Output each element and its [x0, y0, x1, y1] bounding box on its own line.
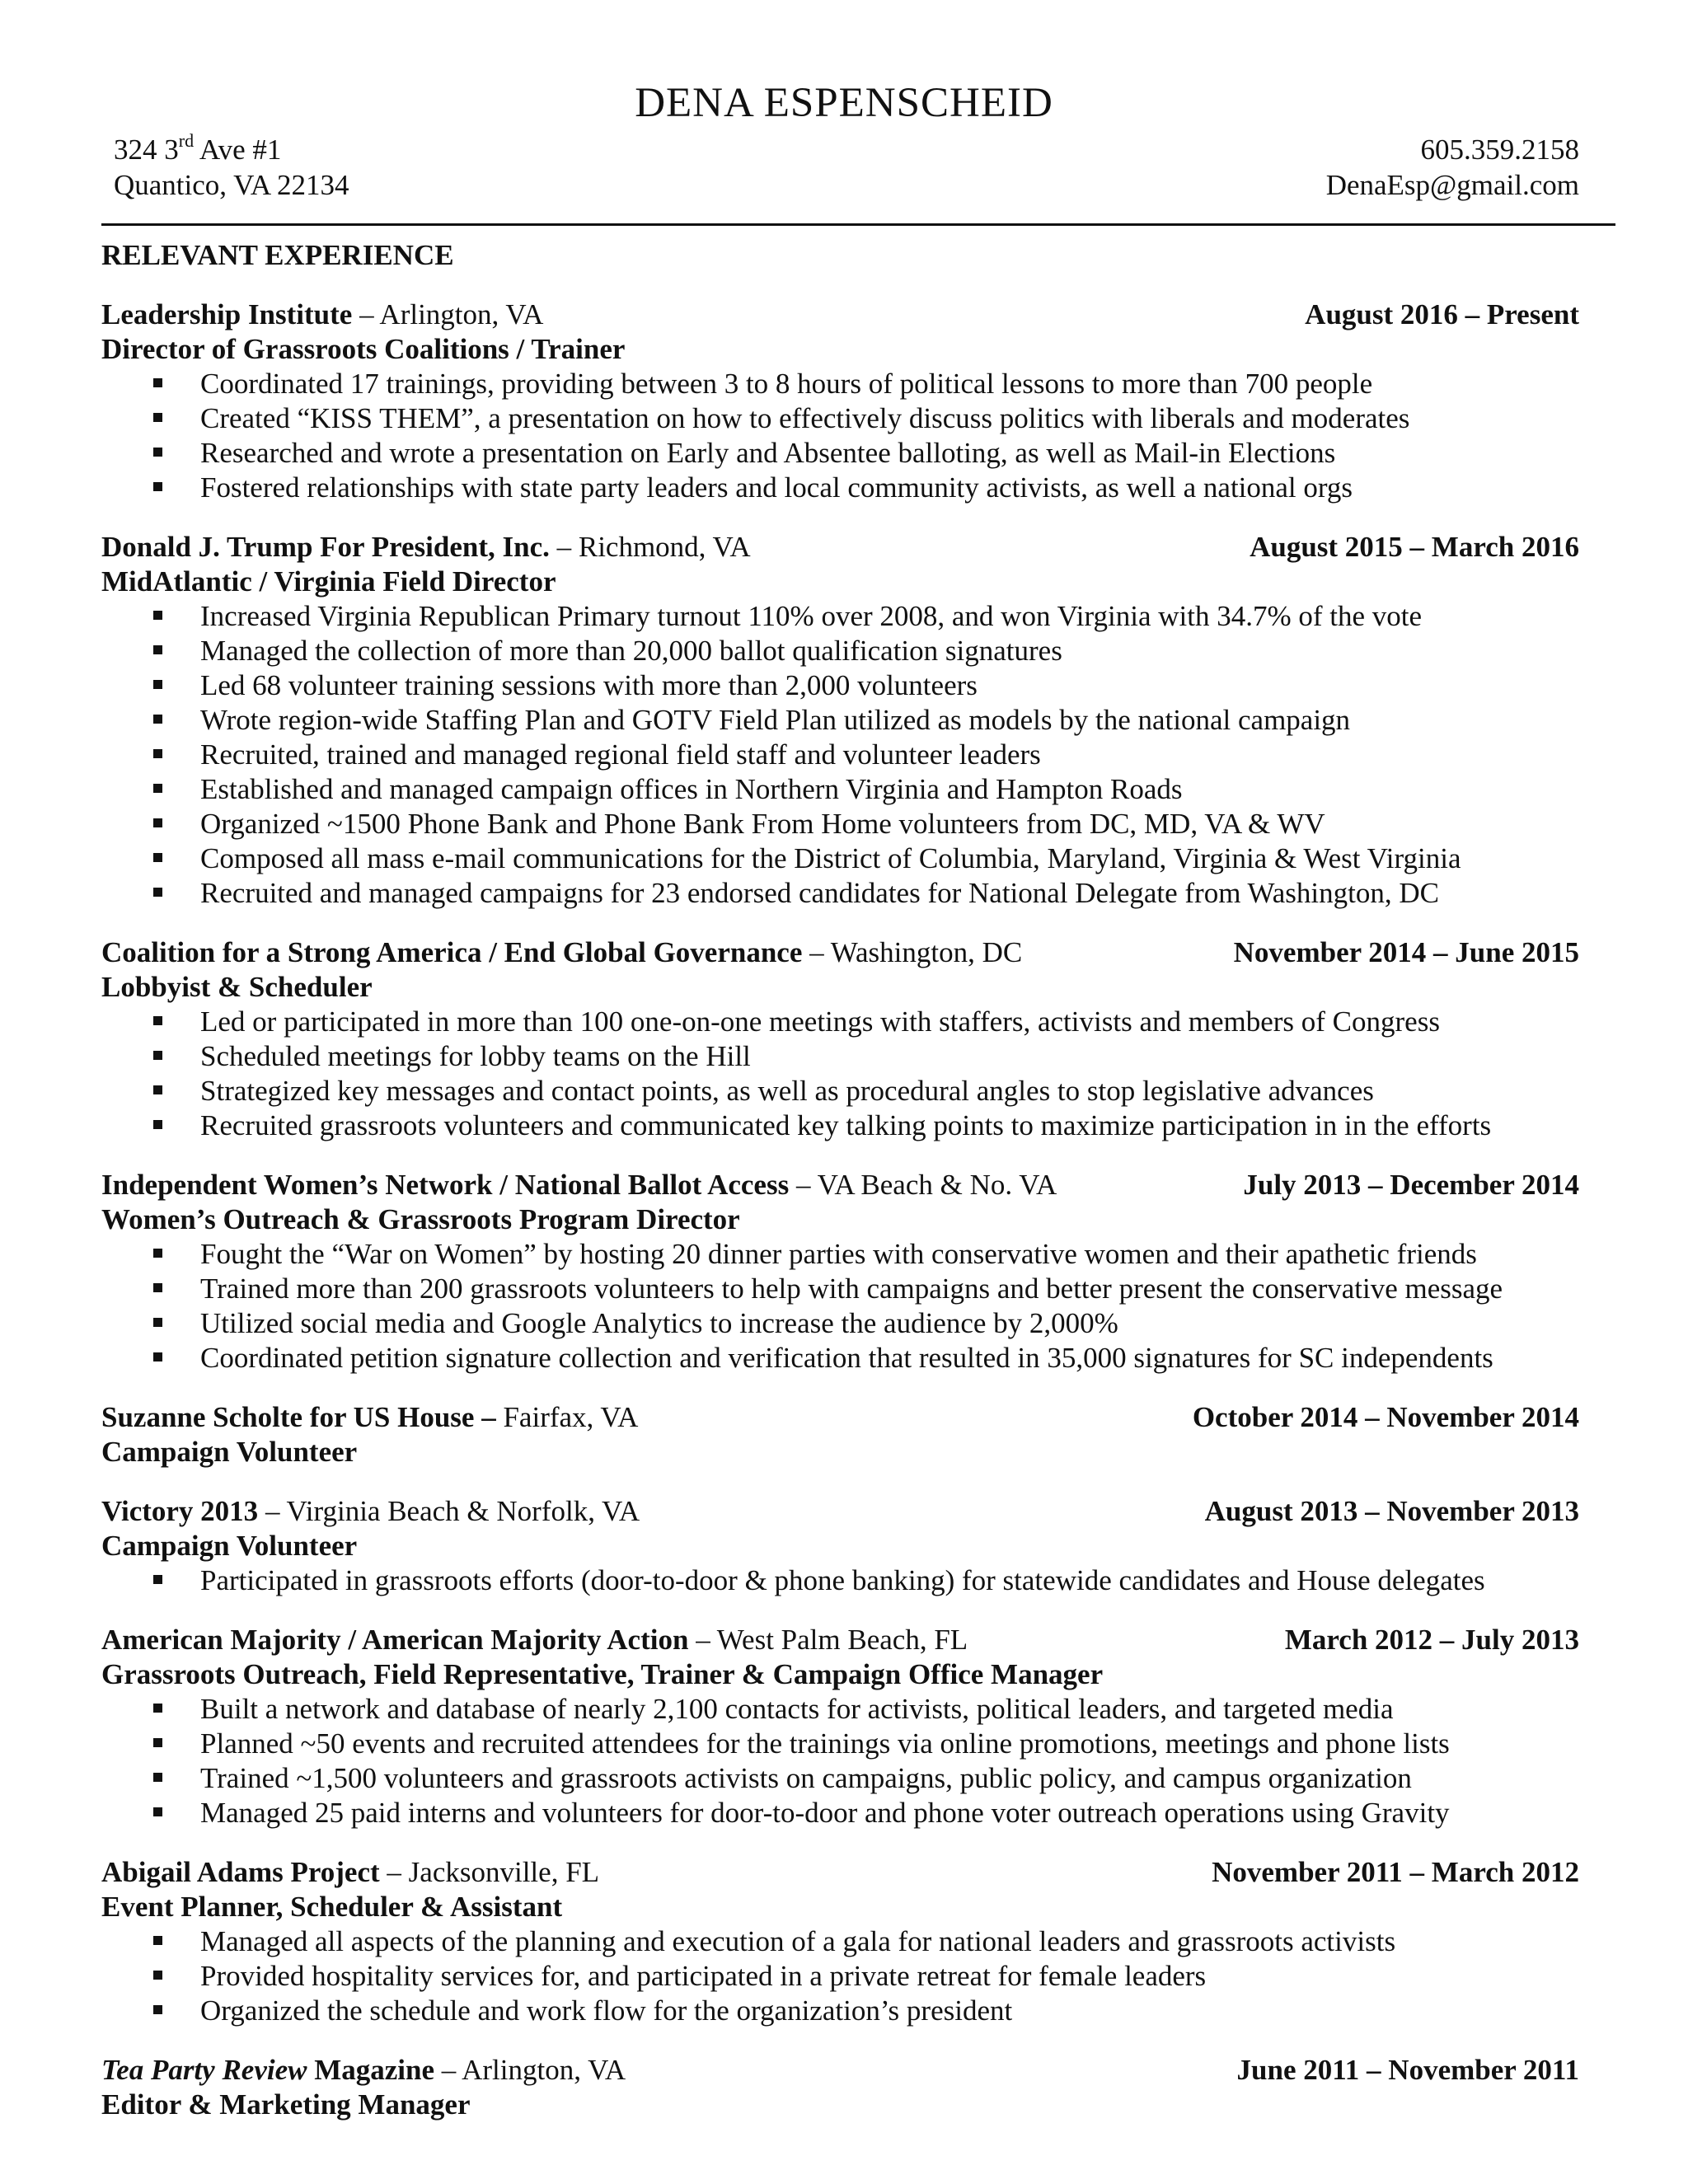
job-location: Fairfax, VA — [495, 1401, 639, 1433]
job-dates: November 2014 – June 2015 — [1233, 936, 1579, 968]
job-role: Editor & Marketing Manager — [101, 2088, 471, 2121]
square-bullet-icon — [153, 1249, 162, 1258]
job-role: Grassroots Outreach, Field Representative, Trainer & Campaign Office Manager — [101, 1658, 1104, 1690]
job-bullet-text: Recruited and managed campaigns for 23 endorsed candidates for National Delegate from Washington, DC — [200, 877, 1440, 909]
square-bullet-icon — [153, 1352, 162, 1361]
header-divider — [101, 223, 1615, 226]
job-bullet-text: Wrote region-wide Staffing Plan and GOTV Field Plan utilized as models by the national campaign — [200, 704, 1351, 736]
job-organization: Abigail Adams Project — [101, 1856, 380, 1888]
job-bullet — [101, 1563, 1579, 1598]
job-bullet — [101, 1924, 1579, 1959]
job-bullet — [101, 703, 1579, 738]
job-entry — [101, 298, 1579, 505]
square-bullet-icon — [153, 378, 162, 387]
address-block — [114, 132, 349, 203]
job-bullet — [101, 841, 1579, 876]
job-entry — [101, 1855, 1579, 2028]
job-bullet — [101, 1272, 1579, 1306]
job-organization: Suzanne Scholte for US House – — [101, 1401, 496, 1433]
job-bullet — [101, 1796, 1579, 1830]
square-bullet-icon — [153, 1283, 162, 1292]
job-organization-title: Tea Party Review — [101, 2054, 307, 2086]
job-bullet — [101, 1959, 1579, 1994]
job-header — [101, 530, 1579, 565]
job-bullet — [101, 668, 1579, 703]
job-bullet — [101, 436, 1579, 471]
job-location: – West Palm Beach, FL — [688, 1624, 968, 1656]
job-entry — [101, 1400, 1579, 1469]
job-role: Event Planner, Scheduler & Assistant — [101, 1891, 563, 1923]
square-bullet-icon — [153, 1738, 162, 1747]
address-line-2: Quantico, VA 22134 — [114, 169, 349, 201]
job-bullet-text: Composed all mass e-mail communications for the District of Columbia, Maryland, Virginia & West Virginia — [200, 842, 1461, 874]
square-bullet-icon — [153, 611, 162, 620]
job-bullet-text: Trained ~1,500 volunteers and grassroots activists on campaigns, public policy, and campus organization — [200, 1762, 1412, 1794]
job-bullet-text: Managed all aspects of the planning and execution of a gala for national leaders and grassroots activists — [200, 1925, 1396, 1957]
job-bullet — [101, 1994, 1579, 2028]
square-bullet-icon — [153, 1936, 162, 1945]
address-street-name: Ave #1 — [194, 134, 282, 166]
job-dates: August 2016 – Present — [1305, 298, 1579, 330]
job-bullet-text: Led 68 volunteer training sessions with more than 2,000 volunteers — [200, 669, 978, 701]
job-bullet — [101, 1237, 1579, 1272]
square-bullet-icon — [153, 784, 162, 793]
job-entry — [101, 1623, 1579, 1830]
job-bullet — [101, 1306, 1579, 1341]
job-header — [101, 1494, 1579, 1529]
job-bullet-text: Fought the “War on Women” by hosting 20 dinner parties with conservative women and their apathetic friends — [200, 1238, 1477, 1270]
job-bullet-text: Increased Virginia Republican Primary turnout 110% over 2008, and won Virginia with 34.7% of the vote — [200, 600, 1423, 632]
job-location: – Arlington, VA — [352, 298, 544, 330]
job-bullet-text: Recruited, trained and managed regional field staff and volunteer leaders — [200, 738, 1041, 771]
job-location: – Virginia Beach & Norfolk, VA — [258, 1495, 640, 1527]
job-bullet — [101, 1692, 1579, 1727]
square-bullet-icon — [153, 1807, 162, 1816]
job-header — [101, 298, 1579, 332]
job-dates: July 2013 – December 2014 — [1243, 1169, 1579, 1201]
square-bullet-icon — [153, 2005, 162, 2014]
job-header — [101, 935, 1579, 970]
job-dates: June 2011 – November 2011 — [1236, 2054, 1579, 2086]
job-bullet — [101, 876, 1579, 911]
job-bullet — [101, 1074, 1579, 1108]
job-entry — [101, 1494, 1579, 1598]
job-bullet-text: Planned ~50 events and recruited attendees for the trainings via online promotions, meetings and phone lists — [200, 1727, 1450, 1760]
job-bullet — [101, 1005, 1579, 1039]
job-bullet-text: Established and managed campaign offices in Northern Virginia and Hampton Roads — [200, 773, 1183, 805]
square-bullet-icon — [153, 1704, 162, 1713]
job-role: MidAtlantic / Virginia Field Director — [101, 565, 556, 598]
job-organization: American Majority / American Majority Action — [101, 1624, 689, 1656]
job-bullet — [101, 599, 1579, 634]
job-bullet-text: Utilized social media and Google Analytics to increase the audience by 2,000% — [200, 1307, 1118, 1339]
job-entry — [101, 2053, 1579, 2122]
job-location: – Arlington, VA — [434, 2054, 626, 2086]
job-bullet-list — [101, 1005, 1579, 1143]
section-title: RELEVANT EXPERIENCE — [101, 239, 454, 271]
square-bullet-icon — [153, 1085, 162, 1094]
square-bullet-icon — [153, 1318, 162, 1327]
job-entry — [101, 530, 1579, 911]
square-bullet-icon — [153, 448, 162, 457]
job-bullet-list — [101, 1237, 1579, 1376]
job-bullet — [101, 401, 1579, 436]
job-bullet-list — [101, 1924, 1579, 2028]
job-bullet — [101, 1761, 1579, 1796]
square-bullet-icon — [153, 1016, 162, 1025]
job-bullet-text: Participated in grassroots efforts (door-to-door & phone banking) for statewide candidates and House delegates — [200, 1564, 1485, 1596]
job-organization: Independent Women’s Network / National Ballot Access — [101, 1169, 790, 1201]
job-bullet — [101, 1108, 1579, 1143]
phone-number: 605.359.2158 — [1420, 134, 1579, 166]
job-bullet-list — [101, 1563, 1579, 1598]
job-bullet-text: Led or participated in more than 100 one-on-one meetings with staffers, activists and members of Congress — [200, 1005, 1440, 1038]
job-bullet-text: Built a network and database of nearly 2,100 contacts for activists, political leaders, and targeted media — [200, 1693, 1394, 1725]
job-header — [101, 1168, 1579, 1202]
job-bullet-text: Recruited grassroots volunteers and communicated key talking points to maximize participation in in the efforts — [200, 1109, 1492, 1141]
job-location: – Washington, DC — [802, 936, 1023, 968]
job-bullet — [101, 1039, 1579, 1074]
square-bullet-icon — [153, 749, 162, 758]
square-bullet-icon — [153, 1971, 162, 1980]
address-ordinal-suffix: rd — [178, 130, 195, 151]
job-bullet — [101, 738, 1579, 772]
job-header — [101, 1400, 1579, 1435]
square-bullet-icon — [153, 482, 162, 491]
job-role: Campaign Volunteer — [101, 1436, 358, 1468]
job-role: Director of Grassroots Coalitions / Trainer — [101, 333, 626, 365]
square-bullet-icon — [153, 1575, 162, 1584]
job-bullet-list — [101, 1692, 1579, 1830]
job-dates: November 2011 – March 2012 — [1212, 1856, 1579, 1888]
job-location: – Jacksonville, FL — [379, 1856, 600, 1888]
candidate-name: DENA ESPENSCHEID — [635, 80, 1053, 126]
job-organization: Coalition for a Strong America / End Global Governance — [101, 936, 803, 968]
job-organization: Donald J. Trump For President, Inc. — [101, 531, 550, 563]
square-bullet-icon — [153, 680, 162, 689]
job-organization: Magazine — [307, 2054, 435, 2086]
job-bullet — [101, 367, 1579, 401]
job-bullet-text: Organized the schedule and work flow for the organization’s president — [200, 1994, 1013, 2027]
job-bullet — [101, 772, 1579, 807]
square-bullet-icon — [153, 645, 162, 654]
job-organization: Victory 2013 — [101, 1495, 259, 1527]
job-role: Lobbyist & Scheduler — [101, 971, 373, 1003]
job-bullet-list — [101, 599, 1579, 911]
square-bullet-icon — [153, 1773, 162, 1782]
job-organization: Leadership Institute — [101, 298, 353, 330]
job-bullet-text: Strategized key messages and contact points, as well as procedural angles to stop legislative advances — [200, 1075, 1374, 1107]
job-location: – VA Beach & No. VA — [789, 1169, 1057, 1201]
square-bullet-icon — [153, 1051, 162, 1060]
job-header — [101, 1623, 1579, 1657]
job-entry — [101, 935, 1579, 1143]
job-role: Campaign Volunteer — [101, 1530, 358, 1562]
job-dates: August 2015 – March 2016 — [1250, 531, 1579, 563]
square-bullet-icon — [153, 853, 162, 862]
address-street-number: 324 3 — [114, 134, 179, 166]
job-bullet-text: Researched and wrote a presentation on Early and Absentee balloting, as well as Mail-in Elections — [200, 437, 1336, 469]
job-bullet-text: Created “KISS THEM”, a presentation on how to effectively discuss politics with liberals and moderates — [200, 402, 1410, 434]
contact-block — [1326, 132, 1579, 203]
job-role: Women’s Outreach & Grassroots Program Director — [101, 1203, 740, 1235]
job-bullet-text: Fostered relationships with state party leaders and local community activists, as well a national orgs — [200, 471, 1353, 504]
job-bullet-text: Provided hospitality services for, and participated in a private retreat for female leaders — [200, 1960, 1207, 1992]
square-bullet-icon — [153, 715, 162, 724]
job-bullet-list — [101, 367, 1579, 505]
square-bullet-icon — [153, 413, 162, 422]
job-entry — [101, 1168, 1579, 1376]
job-bullet — [101, 1727, 1579, 1761]
job-bullet-text: Coordinated petition signature collection and verification that resulted in 35,000 signatures for SC independents — [200, 1342, 1493, 1374]
job-bullet-text: Organized ~1500 Phone Bank and Phone Bank From Home volunteers from DC, MD, VA & WV — [200, 808, 1325, 840]
address-line-1 — [114, 132, 349, 167]
job-header — [101, 2053, 1579, 2088]
job-location: – Richmond, VA — [549, 531, 751, 563]
experience-section — [101, 238, 1579, 2147]
job-bullet-text: Trained more than 200 grassroots volunteers to help with campaigns and better present the conservative message — [200, 1272, 1503, 1305]
job-dates: August 2013 – November 2013 — [1204, 1495, 1579, 1527]
job-bullet — [101, 1341, 1579, 1376]
job-bullet-text: Managed the collection of more than 20,000 ballot qualification signatures — [200, 635, 1062, 667]
job-dates: March 2012 – July 2013 — [1284, 1624, 1579, 1656]
job-bullet — [101, 471, 1579, 505]
job-bullet — [101, 807, 1579, 841]
square-bullet-icon — [153, 1120, 162, 1129]
job-bullet-text: Coordinated 17 trainings, providing between 3 to 8 hours of political lessons to more than 700 people — [200, 368, 1373, 400]
email-address: DenaEsp@gmail.com — [1325, 169, 1579, 201]
job-header — [101, 1855, 1579, 1890]
job-dates: October 2014 – November 2014 — [1192, 1401, 1579, 1433]
job-bullet-text: Managed 25 paid interns and volunteers for door-to-door and phone voter outreach operations using Gravity — [200, 1797, 1450, 1829]
square-bullet-icon — [153, 818, 162, 827]
job-list — [101, 298, 1579, 2122]
job-bullet-text: Scheduled meetings for lobby teams on the Hill — [200, 1040, 751, 1072]
job-bullet — [101, 634, 1579, 668]
square-bullet-icon — [153, 888, 162, 897]
